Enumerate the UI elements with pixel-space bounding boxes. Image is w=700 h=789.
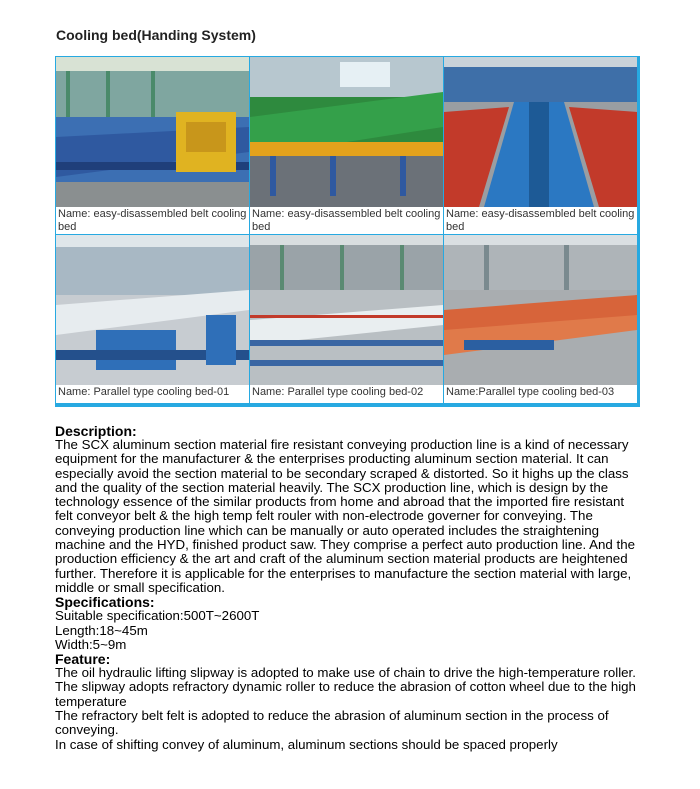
product-photo[interactable] [56, 235, 249, 385]
spec-line: Length:18~45m [55, 622, 148, 638]
gallery-item[interactable] [250, 57, 443, 234]
gallery-item[interactable] [444, 57, 637, 234]
gallery-item[interactable] [250, 235, 443, 403]
page-title: Cooling bed(Handing System) [56, 27, 256, 43]
gallery-caption: Name: easy-disassembled belt cooling bed [58, 208, 247, 233]
product-photo[interactable] [56, 57, 249, 207]
gallery-caption: Name: Parallel type cooling bed-02 [252, 386, 424, 398]
feature-heading: Feature: [55, 651, 111, 668]
gallery-item[interactable] [56, 57, 249, 234]
gallery-caption: Name: easy-disassembled belt cooling bed [252, 208, 441, 233]
content-text [55, 424, 645, 752]
product-photo[interactable] [250, 235, 443, 385]
gallery-item[interactable] [56, 235, 249, 403]
specifications-heading: Specifications: [55, 594, 155, 611]
feature-line: The oil hydraulic lifting slipway is adopted to make use of chain to drive the high-temperature roller. [55, 665, 636, 681]
product-photo[interactable] [444, 235, 637, 385]
gallery-item[interactable] [444, 235, 637, 403]
spec-line: Width:5~9m [55, 636, 127, 652]
gallery-caption: Name:Parallel type cooling bed-03 [446, 386, 615, 398]
gallery-caption: Name: easy-disassembled belt cooling bed [446, 208, 635, 233]
spec-line: Suitable specification:500T~2600T [55, 608, 260, 624]
feature-line: The slipway adopts refractory dynamic roller to reduce the abrasion of cotton wheel due to the high temperature [55, 679, 636, 709]
description-text: The SCX aluminum section material fire resistant conveying production line is a kind of necessary equipment for the manufacturer & the enterprises producting aluminum section material. It can especially avoid the section material to be secondary scraped & distorted. So it highs up the class and the quality of the section material heavily. The SCX production line, which is design by the technology essence of the similar products from home and abroad that the imported fire resistant felt conveyor belt & the high temp felt rouler with non-electrode governer for conveying. The conveying production line which can be manually or auto operated includes the straightening machine and the HYD, finished product saw. They comprise a perfect auto production line. And the production efficiency & the art and craft of the aluminum section material products are heightened further. Therefore it is applicable for the enterprises to manufacture the section material with large, middle or small specification. [55, 437, 635, 595]
gallery-caption: Name: Parallel type cooling bed-01 [58, 386, 230, 398]
product-gallery [55, 56, 640, 407]
description-heading: Description: [55, 423, 137, 439]
product-photo[interactable] [444, 57, 637, 207]
feature-line: The refractory belt felt is adopted to reduce the abrasion of aluminum section in the process of conveying. [55, 708, 609, 738]
product-photo[interactable] [250, 57, 443, 207]
feature-line: In case of shifting convey of aluminum, aluminum sections should be spaced properly [55, 736, 558, 752]
